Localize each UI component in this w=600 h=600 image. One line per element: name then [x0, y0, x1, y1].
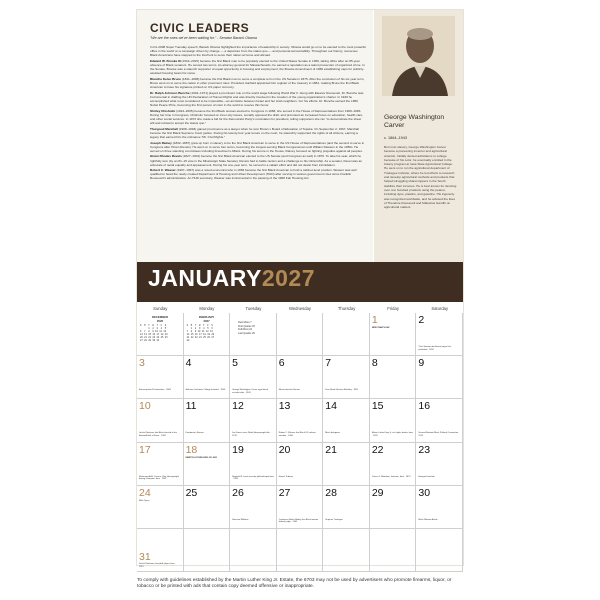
day-number: 12 — [232, 400, 244, 413]
article-paragraph — [150, 59, 366, 75]
paragraph-text: (1827–1901) became the first Black American elected to the US Senate (and Congress as well) in 1870. To take his seat, which he rightfully won (by an 81–15 vote in the Mississippi State Senate), Revels had to battle racism and a challenge to his citizenship. As a senator, Revel was an advocate of racial equality and appeasement. During his one-year term, he served in a valiant effort and did not desist from intimidation. — [150, 154, 363, 167]
day-number: 20 — [278, 443, 291, 456]
day-event: Black delegates — [325, 432, 340, 435]
calendar-cell — [184, 399, 231, 442]
holiday-label: MARTIN LUTHER KING JR. DAY — [185, 456, 218, 459]
mini-calendar-grid: S M T W T F S 1 2 3 4 5 6 7 8 9 10 11 12 13 14 15 16 17 18 19 20 21 22 23 24 25 26 27 28 29 30 31 — [140, 324, 168, 343]
calendar-cell — [370, 529, 417, 572]
mini-calendar-title: DECEMBER — [151, 315, 168, 319]
month-title — [148, 265, 315, 292]
article-panel — [137, 10, 373, 262]
day-number: 22 — [371, 443, 384, 456]
day-event: Mike Tyson — [139, 499, 150, 502]
day-number: 21 — [325, 443, 337, 456]
paragraph-lead: Blanche Kelso Bruce — [150, 76, 181, 81]
calendar-cell — [277, 443, 324, 486]
article-paragraph — [150, 77, 366, 89]
day-number: 2 — [418, 314, 425, 326]
moon-phase-item: First Quarter 15 — [238, 324, 255, 328]
footer-disclaimer: To comply with guidelines established by the Martin Luther King Jr. Estate, the 6703 may not be used by advertisers who promote firearms, liquor, or tobacco or be printed with ads that contain copy deemed offensive or inappropriate. — [137, 578, 452, 589]
calendar-cell — [370, 443, 417, 486]
mini-calendar-grid: S M T W T F S 1 2 3 4 5 6 7 8 9 10 11 12 13 14 15 16 17 18 19 20 21 22 23 24 25 26 27 28 — [186, 324, 215, 343]
calendar-cell — [184, 313, 231, 356]
calendar-cell — [416, 443, 463, 486]
calendar-cell — [277, 399, 324, 442]
calendar-cell — [137, 313, 184, 356]
day-number: 28 — [325, 486, 337, 499]
day-number: 11 — [185, 400, 197, 413]
day-number: 26 — [232, 486, 244, 499]
article-paragraph — [150, 168, 366, 180]
article-paragraph — [150, 45, 366, 57]
calendar-cell — [137, 486, 184, 529]
article-paragraph — [150, 141, 366, 153]
moon-phase-item: Last Quarter 29 — [238, 331, 255, 335]
day-event: Hampton Institute — [418, 475, 435, 478]
day-event: Robert C. Weaver first Black US cabinet member · 1966 — [278, 432, 316, 437]
weekday-saturday: Saturday — [431, 306, 449, 311]
profile-dates: c. 1864–1943 — [384, 136, 408, 140]
mini-calendar-year: 2027 — [203, 319, 210, 323]
day-number: 8 — [371, 357, 378, 370]
paragraph-text: (1908–1993) gained prominence as a lawyer when he won Brown v Board of Education of Topeka. On September 2, 1967, Marshall became the first Black Supreme Court justice. During his twenty-four year tenure on the court, he staunchly supported the rights of all citizens, earning a legacy that earned him the nickname "Mr. Civil Rights." — [150, 126, 359, 139]
article-paragraph — [150, 127, 366, 139]
day-event: Black Women Artists — [418, 518, 438, 521]
paragraph-lead: Thurgood Marshall — [150, 126, 178, 131]
calendar-cell — [184, 486, 231, 529]
day-event: Constance Baker Motley first Black woman federal judge · 1965 — [278, 518, 319, 524]
day-event: Second National Black Political Convention · 1974 — [418, 432, 460, 437]
weekday-wednesday: Wednesday — [288, 306, 311, 311]
day-event: Emancipation Proclamation · 1863 — [139, 389, 171, 392]
day-event: Reginald F. Lewis investor philanthropist born · 1942 — [232, 475, 274, 481]
calendar-cell — [416, 356, 463, 399]
paragraph-lead: Edward W. Brooke III — [150, 58, 181, 63]
moon-phases — [238, 321, 255, 335]
calendar-cell — [370, 313, 417, 356]
day-number: 7 — [325, 357, 332, 370]
paragraph-text: (1904–1971) played a prominent role on the world stage following World War II. Along with Eleanor Roosevelt, Dr. Bunche was instrumental in drafting the UN Declaration of Human Rights and was directly involved in the creation of the young organization's charter. In 1949 he accomplished what most considered to be impossible—an armistice between Israel and her Arab neighbors. For his efforts, Dr. Bunche earned the 1950 Nobel Peace Prize, becoming the first person of color in the world to receive this honor. — [150, 90, 364, 107]
next-month-mini-calendar — [187, 316, 227, 343]
day-number: 13 — [278, 400, 291, 413]
article-body — [150, 45, 366, 182]
day-number: 10 — [139, 400, 151, 413]
day-event: Bethune-Cookman College founded · 1904 — [185, 389, 226, 392]
calendar-cell — [370, 486, 417, 529]
day-event: Superior Tuskegee — [325, 518, 343, 521]
day-number: 4 — [185, 357, 192, 370]
calendar-cell — [323, 356, 370, 399]
paragraph-lead: Joseph Rainey — [150, 140, 172, 145]
day-number: 31 — [139, 551, 151, 563]
calendar-cell — [184, 356, 231, 399]
article-paragraph — [150, 154, 366, 166]
day-event: Freedmen's Bureau — [185, 432, 204, 435]
day-number: 24 — [139, 486, 151, 499]
day-number: 3 — [139, 357, 145, 370]
calendar-cell — [370, 399, 417, 442]
weekday-monday: Monday — [199, 306, 215, 311]
calendar-cell — [184, 529, 231, 572]
day-event: Jackie Robinson, baseball player, born · 1919 — [139, 563, 176, 568]
day-number: 25 — [185, 486, 198, 499]
calendar-cell — [137, 356, 184, 399]
calendar-page — [137, 10, 463, 568]
calendar-cell — [230, 399, 277, 442]
calendar-cell — [416, 399, 463, 442]
calendar-cell — [416, 313, 463, 356]
day-number: 17 — [139, 443, 151, 456]
calendar-cell — [323, 443, 370, 486]
calendar-cell — [137, 399, 184, 442]
day-event: Carter G. Woodson, historian, born · 1875 — [371, 475, 411, 478]
calendar-cell — [230, 443, 277, 486]
calendar-cell — [323, 399, 370, 442]
mini-calendar-title: FEBRUARY — [198, 315, 215, 319]
calendar-cell — [230, 486, 277, 529]
article-paragraph — [150, 91, 366, 107]
calendar-cell — [323, 529, 370, 572]
calendar-cell — [277, 356, 324, 399]
month-year: 2027 — [261, 265, 315, 291]
calendar-cell — [184, 443, 231, 486]
day-number: 23 — [418, 443, 431, 456]
paragraph-text: (1924–2005) became the first Black woman elected to Congress in 1968; she served in the House of Representatives from 1969–1983. During her time in Congress, Chisholm focused on inner-city issues, socially opposed the draft, and promoted an increased focus on education, health care, and other social services. In 1972 she made a bid for the Democratic Party's nomination for president, telling supporters she ran "to demonstrate the sheer will and refusal to accept the status quo." — [150, 108, 364, 125]
paragraph-text: (1841–1898) became the first Black man to serve a complete term in the US Senate in 1875. After the conclusion of his six-year term, Bruce went on to serve the nation in other prominent roles. President Garfield appointed him register of the treasury in 1881, making Bruce the first Black American to have his signature printed on US paper currency. — [150, 76, 365, 90]
day-number: 29 — [371, 486, 384, 499]
paragraph-lead: Dr. Ralph Johnson Bunche — [150, 90, 190, 95]
day-number: 5 — [232, 357, 238, 370]
day-number: 27 — [278, 486, 291, 499]
calendar-cell — [370, 356, 417, 399]
prev-month-mini-calendar — [140, 316, 180, 343]
day-number: 1 — [371, 314, 378, 326]
profile-sidebar — [374, 10, 463, 262]
day-event: Joe Frazier wins World Heavyweight title · 1970 — [232, 432, 271, 437]
calendar-cell — [277, 313, 324, 356]
paragraph-lead: Hiram Rhodes Revels — [150, 154, 182, 159]
calendar-cell — [137, 529, 184, 572]
day-number: 14 — [325, 400, 337, 413]
weekday-friday: Friday — [387, 306, 399, 311]
calendar-cell — [323, 486, 370, 529]
paragraph-text: (1919–2015) became the first Black man to be popularly elected to the United States Senate in 1966, taking office after an 85-year absence of Black senators. He served two terms. As attorney general for Massachusetts, he earned a reputation as a talent prosecutor of organized crime. In the Senate, Brooke was a staunch supporter of equal opportunity in housing and employment; the Brooke Amendment of 1969 establishing caps for publicly-assisted housing bears his name. — [150, 58, 365, 76]
month-name: JANUARY — [148, 265, 262, 291]
day-number: 30 — [418, 486, 431, 499]
calendar-cell — [416, 486, 463, 529]
day-number: 9 — [418, 357, 425, 370]
paragraph-text: In his 2008 Super Tuesday speech, Barack Obama highlighted the importance of leadership in society. Obama would go on to be elected to the most powerful office in the world on a campaign driven by change — a departure from the status quo — and personal accountability. Throughout our history, numerous Black Americans have stepped to the forefront to serve their nation at home and abroad. — [150, 45, 366, 58]
calendar-cell — [416, 529, 463, 572]
day-event: George Washington Carver agricultural scientist dies · 1943 — [232, 389, 269, 394]
profile-bio: Born into slavery, George Washington Carver became a pioneering inventor and agricultural scientist. Initially denied admittance to college because of his color, he eventually enrolled in the botany program at Iowa State Agricultural College. He went on to run the agricultural department of Tuskegee Institute, where he led efforts to research and develop agricultural methods and products that helped struggling sharecroppers in the South stabilize their incomes. He is best known for devising over one hundred products using the peanut, including dyes, plastics, and gasoline. His ingenuity was recognized worldwide, and he advised the likes of Theodore Roosevelt and Mahatma Gandhi on agricultural matters. — [384, 145, 457, 210]
article-quote: "We are the ones we've been waiting for." - Senator Barack Obama — [150, 36, 257, 40]
mini-calendar-year: 2026 — [156, 319, 164, 323]
day-event: Harriet Tubman — [278, 475, 294, 478]
day-event: Jackie Robinson first Black elected to the Baseball Hall of Fame · 1962 — [139, 432, 177, 437]
calendar-cell — [323, 313, 370, 356]
holiday-label: NEW YEAR'S DAY — [371, 327, 390, 329]
day-event: The Liberator abolitionist paper first published · 1831 — [418, 346, 451, 351]
day-number: 6 — [278, 357, 285, 370]
calendar-cell — [277, 486, 324, 529]
paragraph-lead: Shirley Chisholm — [150, 108, 176, 113]
day-event: Martin Luther King Jr. civil rights leader, born · 1929 — [371, 432, 413, 437]
day-number: 16 — [418, 400, 431, 413]
portrait-image — [382, 16, 455, 96]
day-number: 15 — [371, 400, 384, 413]
day-event: Zora Neale Hurston Birthday · 1891 — [325, 389, 359, 392]
moon-phase-item: New Moon 7 — [238, 321, 252, 324]
calendar-cell — [137, 443, 184, 486]
calendar-cell — [230, 313, 277, 356]
profile-name: George Washington Carver — [384, 114, 445, 129]
day-event: Muhammad Ali, Cassius Clay, Heavyweight boxing champion, born · 1942 — [139, 475, 179, 481]
paragraph-lead: Robert C. Weaver — [150, 168, 176, 173]
paragraph-text: (1907–1997) was a noted economist who in 1966 became the first Black American to hold a cabinet-level position. Weaver was well qualified to head the newly created Department of Housing and Urban Development (HUD) after serving in various government roles since Franklin Roosevelt's administration. An HUD secretary, Weaver was instrumental in the passing of the 1968 Fair Housing Act. — [150, 168, 357, 181]
paragraph-text: (1832–1887) grew up born in slavery to be the first Black American to serve in the US House of Representatives (and the second to serve in Congress after Hiram Revels). He went on to serve four terms, becoming the longest-serving Black Congressman until William Dawson in the 1950s. He served on three standing committees including Freedmen's Affairs. During his tenure in the House, Rainey focused on fighting prejudice against all peoples. — [150, 140, 365, 153]
day-event: Massachusetts Senate — [278, 389, 300, 392]
day-number: 19 — [232, 443, 244, 456]
calendar-cell — [277, 529, 324, 572]
calendar-cell — [230, 529, 277, 572]
article-paragraph — [150, 109, 366, 125]
calendar-cell — [230, 356, 277, 399]
article-title: CIVIC LEADERS — [150, 21, 250, 35]
day-event: Vanessa Williams — [232, 518, 249, 521]
weekday-tuesday: Tuesday — [245, 306, 262, 311]
weekday-thursday: Thursday — [337, 306, 356, 311]
moon-phase-item: Full Moon 22 — [238, 328, 252, 332]
weekday-sunday: Sunday — [153, 306, 168, 311]
day-number: 18 — [185, 443, 198, 456]
